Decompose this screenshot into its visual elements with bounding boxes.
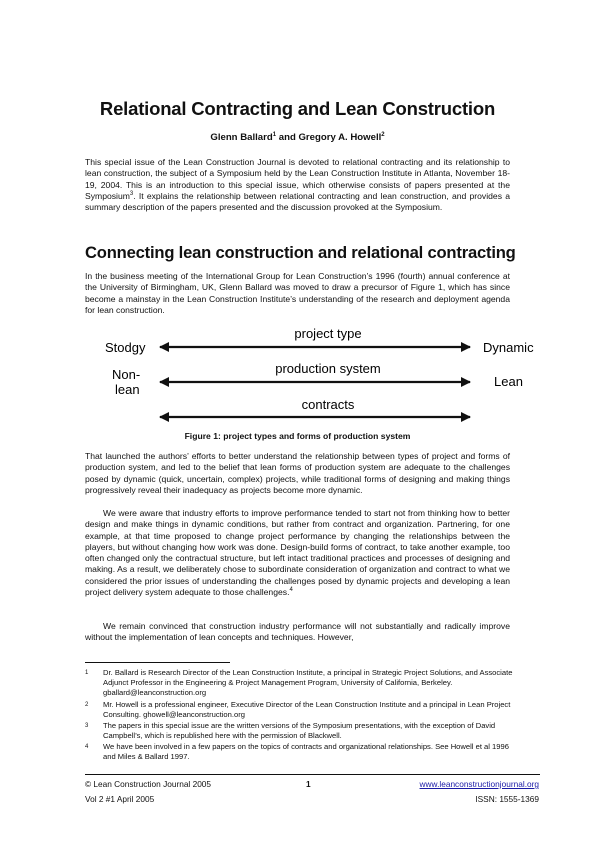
footnote-1 — [85, 668, 515, 698]
abstract-text: This special issue of the Lean Construction Journal is devoted to relational contracting and its relationship to lean construction, the subject of a Symposium held by the Lean Construction Institute in Atlanta, November 18-19, 2004. This is an introduction to this special issue, which otherwise consists of papers presented at the Symposium — [85, 157, 510, 201]
footer-issn: ISSN: 1555-1369 — [475, 794, 539, 804]
body-paragraph-3: We remain convinced that construction industry performance will not substantially and radically improve without the implementation of lean concepts and techniques. However, — [85, 621, 510, 643]
dynamic-label: Dynamic — [483, 340, 534, 355]
author-line — [0, 132, 595, 143]
intro-paragraph: In the business meeting of the International Group for Lean Construction’s 1996 (fourth) annual conference at the University of Birmingham, UK, Glenn Ballard was moved to draw a precursor of Figure 1, which has since become a mainstay in the Lean Construction Institute’s understanding of the research and deployment agenda for lean construction. — [85, 271, 510, 315]
body-paragraph-2 — [85, 508, 510, 598]
footnote-ref-3[interactable]: 3 — [129, 190, 134, 197]
body-paragraph-2-text: We were aware that industry efforts to improve performance tended to start not from thinking how to better design and make things in dynamic conditions, but rather from contract and organization. Partnering, for one example, at that time proposed to change project performance by changing the relationships between the players, but without changing how work was done. Design-build forms of contract, to take another example, too often changed only the contractual structure, but left intact traditional practices and processes of designing and making. As a result, we deliberately chose to subordinate consideration of organization and contract to what we considered the prior issues of understanding the challenges posed by dynamic projects and developing a lean project delivery system adequate to those challenges. — [85, 508, 510, 598]
journal-url-link[interactable]: www.leanconstructionjournal.org — [419, 779, 539, 789]
stodgy-label: Stodgy — [105, 340, 146, 355]
footnote-3 — [85, 721, 515, 741]
footnote-ref-2[interactable]: 2 — [381, 132, 385, 138]
footnote-number: 4 — [85, 744, 89, 750]
footnote-number: 1 — [85, 670, 89, 676]
footer-copyright: © Lean Construction Journal 2005 — [85, 779, 212, 789]
footnote-number: 2 — [85, 702, 89, 708]
figure-caption: Figure 1: project types and forms of production system — [184, 431, 411, 441]
non-lean-label-bottom: lean — [115, 382, 140, 397]
paper-title: Relational Contracting and Lean Construction — [99, 98, 496, 119]
abstract-text-end: . It explains the relationship between relational contracting and lean construction, and provides a summary description of the papers presented and the discussion provoked at the Symposium. — [85, 190, 510, 213]
project-type-label: project type — [294, 326, 362, 341]
section-heading: Connecting lean construction and relational contracting — [85, 243, 516, 262]
footnote-ref-1[interactable]: 1 — [272, 132, 277, 138]
author-howell: and Gregory A. Howell — [276, 132, 382, 143]
footnote-text: We have been involved in a few papers on the topics of contracts and organizational relationships. See Howell et al 1996 and Miles & Ballard 1997. — [103, 742, 509, 761]
footnote-number: 3 — [85, 723, 89, 729]
non-lean-label-top: Non- — [112, 367, 141, 382]
footnote-text: Dr. Ballard is Research Director of the Lean Construction Institute, a principal in Strategic Project Solutions, and Associate Adjunct Professor in the Engineering & Project Management Program, University of California, Berkeley. gballard@leanconstruction.org — [103, 668, 513, 697]
production-system-label: production system — [275, 361, 381, 376]
footer-volume: Vol 2 #1 April 2005 — [85, 794, 155, 804]
abstract-paragraph — [85, 157, 510, 213]
footnote-text: Mr. Howell is a professional engineer, Executive Director of the Lean Construction Institute and a principal in Lean Project Consulting. ghowell@leanconstruction.org — [103, 700, 511, 719]
author-ballard: Glenn Ballard — [210, 132, 273, 143]
footnote-ref-4[interactable]: 4 — [289, 587, 293, 594]
footnote-text: The papers in this special issue are the written versions of the Symposium presentations, with the exception of David Campbell’s, which is republished here with the permission of Blackwell. — [103, 721, 496, 740]
body-paragraph-1: That launched the authors’ efforts to better understand the relationship between types of project and forms of production system, and led to the belief that lean forms of production system are adequate to the challenges posed by dynamic (quick, uncertain, complex) projects, while traditional forms of designing and making things progressively reveal their inadequacy as projects become more dynamic. — [85, 451, 510, 495]
page-number: 1 — [306, 779, 311, 789]
footnote-2 — [85, 700, 515, 720]
contracts-label: contracts — [301, 397, 355, 412]
footnote-divider — [85, 662, 230, 663]
footnote-4 — [85, 742, 515, 762]
figure-1-diagram — [100, 320, 542, 428]
footer-divider — [85, 774, 540, 775]
lean-label: Lean — [494, 374, 523, 389]
